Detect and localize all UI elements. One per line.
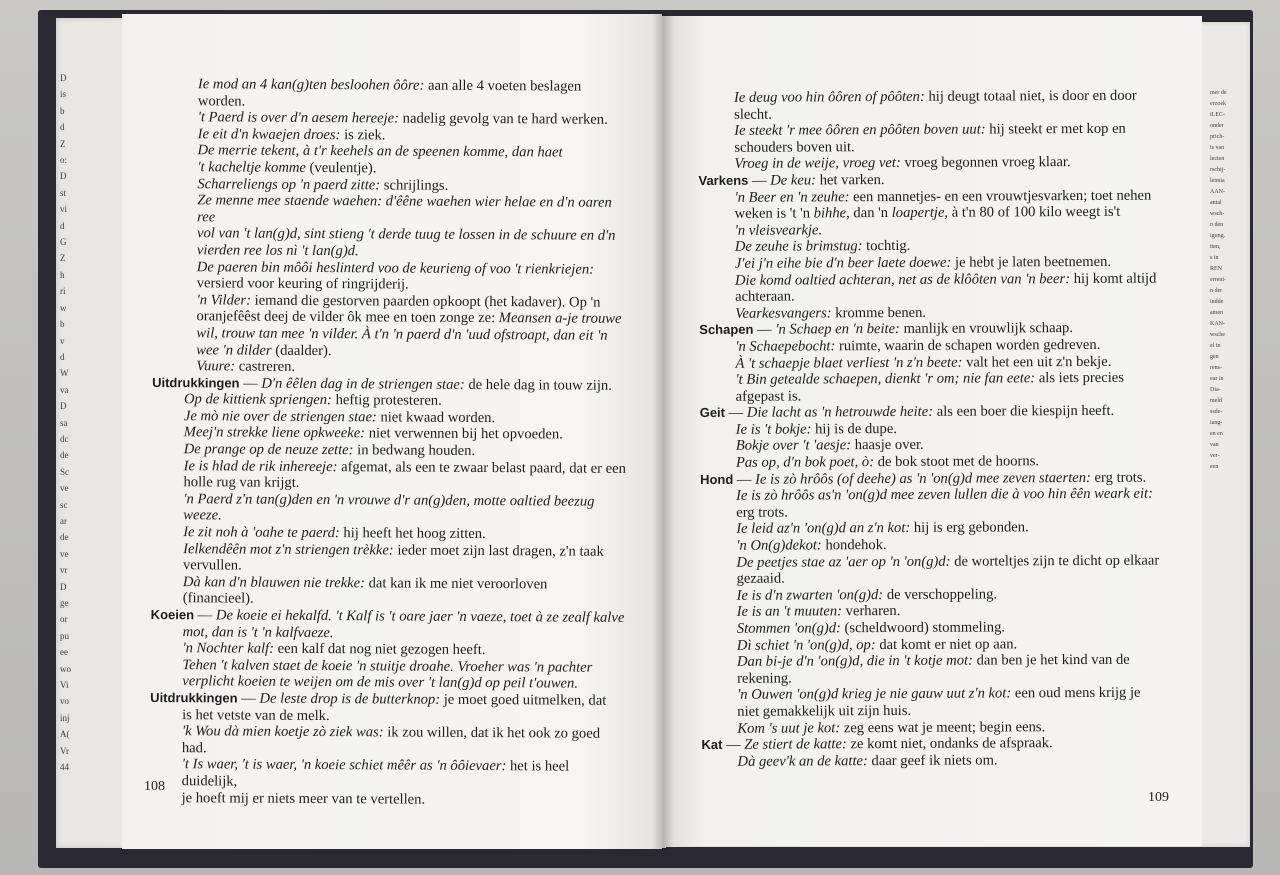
margin-fragment: d bbox=[60, 351, 65, 362]
margin-fragment: AAN- bbox=[1210, 189, 1225, 195]
margin-fragment: va bbox=[60, 384, 69, 395]
margin-fragment: ear in bbox=[1210, 376, 1224, 382]
dialect-phrase: verplicht koeien te weijen om de mis over 't lan(g)d op peil t'ouwen. bbox=[182, 673, 579, 692]
margin-fragment: gen bbox=[1210, 354, 1219, 360]
margin-fragment: ve bbox=[60, 548, 69, 559]
margin-fragment: wsche bbox=[1210, 332, 1225, 338]
translation-text: daar geef ik niets om. bbox=[867, 752, 998, 769]
translation-text: iemand die gestorven paarden opkoopt (het kadaver). Op 'n bbox=[250, 292, 601, 311]
translation-text: zeg eens wat je meent; begin eens. bbox=[840, 718, 1046, 736]
dialect-phrase: 'n Nochter kalf: bbox=[182, 640, 275, 657]
translation-text: afgepast is. bbox=[735, 388, 802, 405]
margin-fragment: n den bbox=[1210, 222, 1224, 228]
margin-fragment: vi bbox=[60, 204, 68, 215]
right-margin-peek-text bbox=[1210, 88, 1246, 473]
margin-fragment: lecten bbox=[1210, 156, 1225, 162]
text-line bbox=[701, 685, 1171, 704]
section-label: Hond bbox=[699, 471, 734, 487]
translation-text: nadelig gevolg van te hard werken. bbox=[399, 110, 608, 128]
translation-text: als iets precies bbox=[1035, 369, 1124, 387]
translation-text: vervullen. bbox=[182, 557, 242, 574]
dialect-phrase: Ie is 't bokje: bbox=[735, 421, 812, 438]
margin-fragment: v bbox=[60, 335, 65, 346]
margin-fragment: w bbox=[60, 302, 67, 313]
section-label: Uitdrukkingen bbox=[150, 689, 238, 706]
translation-text: gezaaid. bbox=[736, 570, 785, 588]
margin-fragment: or bbox=[60, 614, 68, 625]
section-label: Kat bbox=[701, 737, 723, 753]
dialect-phrase: Ielkendêên mot z'n striengen trèkke: bbox=[183, 540, 394, 559]
translation-text: hondehok. bbox=[821, 537, 887, 554]
text-line bbox=[154, 76, 632, 112]
margin-fragment: A( bbox=[60, 729, 70, 740]
dialect-phrase: D'n êêlen dag in de striengen stae: bbox=[261, 375, 465, 393]
translation-text: (veulentje). bbox=[305, 159, 377, 177]
margin-fragment: W bbox=[60, 368, 69, 379]
margin-fragment: en en bbox=[1210, 431, 1223, 437]
dialect-phrase: wil, trouw tan mee 'n vilder. À t'n 'n paerd d'n 'uud ofstroapt, dan eit 'n bbox=[196, 325, 608, 344]
margin-fragment: Dia- bbox=[1210, 387, 1221, 393]
translation-text: je moet goed uitmelken, dat bbox=[440, 691, 607, 709]
margin-fragment: Vi bbox=[60, 680, 69, 691]
margin-fragment: pu bbox=[60, 630, 69, 641]
dialect-phrase: Tehen 't kalven staet de koeie 'n stuitje droahe. Vroeher was 'n pachter bbox=[182, 656, 593, 676]
translation-text: hij is de dupe. bbox=[811, 420, 898, 438]
translation-text: dan 'n bbox=[849, 205, 892, 222]
translation-text: à t'n 80 of 100 kilo weegt is't bbox=[948, 203, 1121, 221]
dialect-phrase: 't Paerd is over d'n aesem hereeje: bbox=[197, 109, 400, 127]
translation-text: (financieel). bbox=[182, 590, 254, 608]
right-page bbox=[662, 16, 1202, 846]
translation-text: een kalf dat nog niet gezogen heeft. bbox=[273, 640, 486, 659]
text-line bbox=[699, 204, 1169, 223]
dialect-phrase: Kom 's uut je kot: bbox=[737, 719, 841, 737]
text-line bbox=[698, 121, 1168, 140]
translation-text: hij deugt totaal niet, is door en door bbox=[924, 87, 1137, 105]
translation-text: haasje over. bbox=[851, 437, 924, 454]
section-label: Schapen bbox=[699, 322, 754, 338]
left-page-text bbox=[150, 76, 632, 809]
dialect-phrase: Dan bi-je d'n 'on(g)d, die in 't kotje mot: bbox=[736, 652, 973, 670]
margin-fragment: n der bbox=[1210, 288, 1223, 294]
margin-fragment: is van bbox=[1210, 145, 1225, 151]
dialect-phrase: Stommen 'on(g)d: bbox=[736, 620, 841, 637]
margin-fragment: sa bbox=[60, 417, 68, 428]
dialect-phrase: Ie mod an 4 kan(g)ten besloohen ôôre: bbox=[197, 76, 425, 94]
text-line bbox=[701, 652, 1171, 671]
translation-text: erg trots. bbox=[1090, 469, 1147, 486]
dialect-phrase: 'n Ouwen 'on(g)d krieg je nie gauw uut z'n kot: bbox=[737, 685, 1012, 704]
margin-fragment: G bbox=[60, 237, 67, 248]
dialect-phrase: vierden ree los nì 't lan(g)d. bbox=[196, 242, 359, 260]
margin-fragment: een bbox=[1210, 464, 1219, 470]
translation-text: niet gemakkelijk uit zijn huis. bbox=[737, 702, 912, 720]
translation-text: (scheldwoord) stommeling. bbox=[840, 619, 1006, 637]
section-label: Koeien bbox=[150, 606, 195, 623]
margin-fragment: sc bbox=[60, 499, 68, 510]
dialect-phrase: De paeren bin môôi heslinterd voo de keurieng of voo 't rienkriejen: bbox=[196, 258, 595, 278]
dialect-phrase: 'n On(g)dekot: bbox=[736, 537, 822, 554]
margin-fragment: erreni- bbox=[1210, 277, 1226, 283]
margin-fragment: ssde- bbox=[1210, 409, 1223, 415]
dialect-phrase: mot, dan is 't 'n kalfvaeze. bbox=[182, 623, 334, 641]
margin-fragment: h bbox=[60, 269, 65, 280]
margin-fragment: iLEC- bbox=[1210, 112, 1225, 118]
margin-fragment: vo bbox=[60, 696, 69, 707]
em-dash: — bbox=[239, 375, 262, 392]
margin-fragment: ver- bbox=[1210, 453, 1220, 459]
margin-fragment: wo bbox=[60, 663, 71, 674]
dialect-phrase: De leste drop is de butterknop: bbox=[259, 690, 441, 708]
text-line bbox=[699, 270, 1169, 289]
dialect-phrase: Dì schiet 'n 'on(g)d, op: bbox=[736, 636, 876, 654]
page-number-left: 108 bbox=[144, 779, 165, 794]
text-line bbox=[698, 88, 1168, 107]
margin-fragment: D bbox=[60, 73, 67, 83]
margin-fragment: tten, bbox=[1210, 244, 1221, 250]
margin-fragment: d bbox=[60, 122, 65, 133]
translation-text: vroeg begonnen vroeg klaar. bbox=[900, 154, 1071, 172]
dialect-phrase: Vearkesvangers: bbox=[735, 305, 832, 322]
translation-text: schrijlings. bbox=[380, 176, 449, 194]
translation-text: erg trots. bbox=[736, 504, 788, 521]
margin-fragment: o: bbox=[60, 155, 68, 166]
dialect-phrase: Op de kittienk spriengen: bbox=[183, 391, 332, 409]
margin-fragment: Z bbox=[60, 253, 66, 264]
text-line bbox=[700, 552, 1170, 571]
margin-fragment: 44 bbox=[60, 762, 69, 773]
dialect-phrase: À 't schaepje blaet verliest 'n z'n beete: bbox=[735, 354, 963, 372]
text-line bbox=[150, 723, 628, 743]
dialect-phrase: De keu: bbox=[770, 172, 817, 189]
dialect-phrase: Dà geev'k an de katte: bbox=[737, 752, 868, 770]
dialect-phrase: 'n Paerd z'n tan(g)den en 'n vrouwe d'r an(g)den, motte oaltied beezug bbox=[183, 491, 595, 510]
margin-fragment: st bbox=[60, 187, 67, 198]
translation-text: het varken. bbox=[815, 171, 885, 189]
translation-text: tochtig. bbox=[862, 238, 911, 255]
translation-text: is ziek. bbox=[340, 126, 386, 144]
translation-text: aan alle 4 voeten beslagen worden. bbox=[197, 77, 582, 110]
translation-text: schouders boven uit. bbox=[734, 138, 855, 156]
translation-text: is het vetste van de melk. bbox=[182, 706, 330, 724]
translation-text: ruimte, waarin de schapen worden gedreven. bbox=[835, 336, 1101, 355]
translation-text: hij steekt er met kop en bbox=[985, 120, 1126, 138]
text-line bbox=[699, 370, 1169, 389]
translation-text: hij komt altijd bbox=[1069, 270, 1157, 287]
translation-text: manlijk en vrouwlijk schaap. bbox=[899, 320, 1074, 338]
margin-fragment: erzoek bbox=[1210, 101, 1226, 107]
dialect-phrase: Ie is d'n zwarten 'on(g)d: bbox=[736, 586, 884, 604]
margin-fragment: prich- bbox=[1210, 134, 1225, 140]
dialect-phrase: Ze stiert de katte: bbox=[744, 736, 847, 753]
translation-text: holle rug van krijgt. bbox=[183, 474, 300, 492]
margin-fragment: inj bbox=[60, 712, 70, 723]
translation-text: weken is 't 'n bbox=[734, 205, 814, 222]
dialect-phrase: bihhe, bbox=[813, 205, 850, 222]
margin-fragment: rens- bbox=[1210, 365, 1222, 371]
margin-fragment: Sc bbox=[60, 466, 69, 477]
dialect-phrase: Ie steekt 'r mee ôôren en pôôten boven uut: bbox=[734, 121, 986, 139]
margin-fragment: van bbox=[1210, 442, 1219, 448]
translation-text: ieder moet zijn last dragen, z'n taak bbox=[393, 542, 604, 560]
translation-text: het is heel duidelijk, bbox=[181, 758, 570, 790]
dialect-phrase: 't Is waer, 't is waer, 'n koeie schiet mêêr as 'n ôôievaer: bbox=[181, 756, 507, 775]
margin-fragment: dc bbox=[60, 433, 69, 444]
em-dash: — bbox=[722, 736, 745, 754]
translation-text: de hele dag in touw zijn. bbox=[464, 376, 612, 394]
margin-fragment: ve bbox=[60, 483, 69, 494]
dialect-phrase: 'n Schaepebocht: bbox=[735, 338, 836, 355]
margin-fragment: rschij- bbox=[1210, 167, 1226, 173]
dialect-phrase: Die komd oaltied achteran, net as de klôôten van 'n beer: bbox=[734, 270, 1071, 289]
translation-text: je hebt je laten beetnemen. bbox=[951, 253, 1112, 271]
dialect-phrase: Bokje over 't 'aesje: bbox=[735, 437, 852, 455]
section-label: Uitdrukkingen bbox=[152, 374, 240, 391]
dialect-phrase: Die lacht as 'n hetrouwde heite: bbox=[746, 404, 934, 422]
dialect-phrase: De zeuhe is brimstug: bbox=[734, 238, 863, 256]
margin-fragment: onder bbox=[1210, 123, 1224, 129]
margin-fragment: ee bbox=[60, 647, 68, 658]
dialect-phrase: Vroeg in de weije, vroeg vet: bbox=[734, 155, 901, 173]
dialect-phrase: De merrie tekent, à t'r keehels an de speenen komme, dan haet bbox=[197, 142, 563, 161]
dialect-phrase: Dà kan d'n blauwen nie trekke: bbox=[182, 573, 366, 592]
translation-text: een oud mens krijg je bbox=[1011, 685, 1141, 702]
margin-fragment: ar bbox=[60, 515, 67, 526]
margin-fragment: igung. bbox=[1210, 233, 1226, 239]
dialect-phrase: Je mò nie over de striengen stae: bbox=[183, 408, 377, 426]
translation-text: afgemat, als een te zwaar belast paard, dat er een bbox=[337, 458, 627, 477]
translation-text: als een boer die kiespijn heeft. bbox=[933, 403, 1115, 421]
em-dash: — bbox=[753, 321, 776, 339]
translation-text: niet kwaad worden. bbox=[376, 409, 496, 426]
translation-text: oranjefêêst deej de vilder ôk mee en toen zonge ze: bbox=[196, 308, 499, 327]
margin-fragment: REN bbox=[1210, 266, 1222, 272]
margin-fragment: KAN- bbox=[1210, 321, 1225, 327]
margin-fragment: ri bbox=[60, 286, 66, 297]
translation-text: slecht. bbox=[734, 106, 772, 123]
dialect-phrase: 'k Wou dà mien koetje zò ziek was: bbox=[181, 723, 384, 741]
margin-fragment: b bbox=[60, 105, 65, 116]
margin-fragment: D bbox=[60, 171, 67, 182]
dialect-phrase: Scharreliengs op 'n paerd zitte: bbox=[197, 175, 381, 193]
translation-text: valt het een uit z'n bekje. bbox=[962, 353, 1112, 371]
em-dash: — bbox=[194, 607, 216, 624]
translation-text: versierd voor keuring of ringrijderij. bbox=[196, 275, 409, 293]
translation-text: dat komt er niet op aan. bbox=[875, 635, 1018, 653]
em-dash: — bbox=[733, 471, 756, 488]
margin-fragment: amen bbox=[1210, 310, 1223, 316]
margin-fragment: meld bbox=[1210, 398, 1222, 404]
right-page-text bbox=[698, 88, 1172, 771]
dialect-phrase: Ie deug voo hin ôôren of pôôten: bbox=[733, 88, 925, 106]
translation-text: had. bbox=[181, 739, 207, 757]
dialect-phrase: Ie is an 't muuten: bbox=[736, 603, 843, 621]
margin-fragment: ge bbox=[60, 598, 69, 608]
translation-text: in bedwang houden. bbox=[353, 442, 476, 460]
margin-fragment: Vr bbox=[60, 745, 69, 756]
dialect-phrase: Ie is zò hrôôs (of deehe) as 'n 'on(g)d mee zeven staerten: bbox=[755, 469, 1091, 488]
dialect-phrase: wee 'n dilder bbox=[196, 341, 272, 359]
dialect-phrase: weeze. bbox=[183, 507, 222, 524]
left-page bbox=[122, 14, 662, 849]
dialect-phrase: loapertje, bbox=[891, 204, 949, 222]
book-gutter bbox=[652, 14, 674, 850]
translation-text: verharen. bbox=[841, 603, 901, 620]
dialect-phrase: J'ei j'n eihe bie d'n beer laete doewe: bbox=[734, 254, 952, 272]
section-heading-line bbox=[700, 403, 1170, 422]
left-margin-peek-text bbox=[60, 70, 76, 775]
dialect-phrase: Meansen a-je trouwe bbox=[498, 310, 622, 328]
section-label: Varkens bbox=[698, 172, 749, 188]
dialect-phrase: Ze menne mee staende waehen: d'êêne waehen wier helae en d'n oaren ree bbox=[197, 192, 612, 226]
margin-fragment: iang- bbox=[1210, 420, 1223, 426]
margin-fragment: D bbox=[60, 401, 67, 412]
margin-fragment: wsch- bbox=[1210, 211, 1225, 217]
dialect-phrase: Ie is zò hrôôs as'n 'on(g)d mee zeven lullen die à voo hin êên weark eit: bbox=[736, 485, 1153, 505]
translation-text: ik zou willen, dat ik het ook zo goed bbox=[383, 724, 601, 742]
dialect-phrase: Meej'n strekke liene opkweeke: bbox=[183, 424, 366, 442]
translation-text: ze komt niet, ondanks de afspraak. bbox=[846, 735, 1053, 753]
dialect-phrase: De koeie ei hekalfd. 't Kalf is 't oare jaer 'n vaeze, toet à ze zealf kalve bbox=[215, 607, 625, 626]
margin-fragment: el in bbox=[1210, 343, 1221, 349]
em-dash: — bbox=[748, 172, 771, 189]
dialect-phrase: 'n vleisvearkje. bbox=[734, 222, 823, 239]
margin-fragment: antal bbox=[1210, 200, 1222, 206]
margin-fragment: vr bbox=[60, 565, 68, 576]
margin-fragment: indde bbox=[1210, 299, 1224, 305]
margin-fragment: D bbox=[60, 581, 67, 592]
text-line bbox=[700, 486, 1170, 505]
text-line bbox=[701, 751, 1171, 770]
translation-text: de verschoppeling. bbox=[883, 586, 998, 603]
margin-fragment: b bbox=[60, 319, 65, 330]
dialect-phrase: Vuure: bbox=[196, 358, 236, 375]
margin-fragment: lennia bbox=[1210, 178, 1225, 184]
translation-text: niet verwennen bij het opvoeden. bbox=[365, 425, 563, 443]
dialect-phrase: vol van 't lan(g)d, sint stieng 't derde tuug te lossen in de schuure en d'n bbox=[196, 225, 616, 245]
dialect-phrase: 't Bin getealde schaepen, dienkt 'r om; nie fan eete: bbox=[735, 370, 1036, 388]
margin-fragment: is bbox=[60, 89, 67, 100]
margin-fragment: s in bbox=[1210, 255, 1219, 261]
margin-fragment: Z bbox=[60, 138, 66, 149]
text-line bbox=[153, 192, 631, 228]
translation-text: (daalder). bbox=[271, 342, 332, 359]
dialect-phrase: 'n Vilder: bbox=[196, 291, 252, 309]
margin-fragment: de bbox=[60, 450, 69, 461]
margin-fragment: d bbox=[60, 220, 65, 231]
dialect-phrase: De prange op de neuze zette: bbox=[183, 441, 354, 459]
dialect-phrase: De peetjes stae az 'aer op 'n 'on(g)d: bbox=[736, 553, 951, 571]
dialect-phrase: 't kacheltje komme bbox=[197, 159, 306, 176]
dialect-phrase: 'n Beer en 'n zeuhe: bbox=[734, 188, 850, 206]
translation-text: rekening. bbox=[737, 670, 792, 687]
margin-fragment: mer de bbox=[1210, 90, 1227, 96]
dialect-phrase: 'n Schaep en 'n beite: bbox=[775, 321, 900, 338]
text-line bbox=[151, 491, 629, 511]
translation-text: dan ben je het kind van de bbox=[972, 651, 1130, 669]
page-number-right: 109 bbox=[1148, 790, 1169, 805]
dialect-phrase: Pas op, d'n bok poet, ò: bbox=[735, 454, 875, 471]
translation-text: je hoeft mij er niets meer van te vertellen. bbox=[181, 789, 426, 808]
em-dash: — bbox=[237, 690, 260, 707]
dialect-phrase: Ie zit noh à 'oahe te paerd: bbox=[183, 524, 340, 542]
translation-text: een mannetjes- en een vrouwtjesvarken; toet nehen bbox=[849, 187, 1152, 205]
translation-text: dat kan ik me niet veroorloven bbox=[364, 575, 548, 593]
translation-text: de worteltjes zijn te dicht op elkaar bbox=[950, 552, 1160, 570]
translation-text: hij heeft het hoog zitten. bbox=[339, 525, 486, 543]
translation-text: de bok stoot met de hoorns. bbox=[874, 453, 1040, 471]
text-line bbox=[150, 756, 628, 792]
em-dash: — bbox=[724, 405, 747, 422]
text-line bbox=[150, 790, 628, 810]
section-label: Geit bbox=[699, 405, 726, 421]
translation-text: achteraan. bbox=[735, 288, 795, 305]
translation-text: castreren. bbox=[235, 358, 296, 375]
margin-fragment: de bbox=[60, 532, 69, 543]
translation-text: kromme benen. bbox=[831, 304, 927, 322]
translation-text: hij is erg gebonden. bbox=[910, 519, 1029, 537]
dialect-phrase: Ie is hlad de rik inhereeje: bbox=[183, 457, 338, 475]
dialect-phrase: Ie leid az'n 'on(g)d an z'n kot: bbox=[736, 520, 911, 538]
translation-text: heftig protesteren. bbox=[331, 392, 442, 410]
dialect-phrase: Ie eit d'n kwaejen droes: bbox=[197, 126, 341, 143]
